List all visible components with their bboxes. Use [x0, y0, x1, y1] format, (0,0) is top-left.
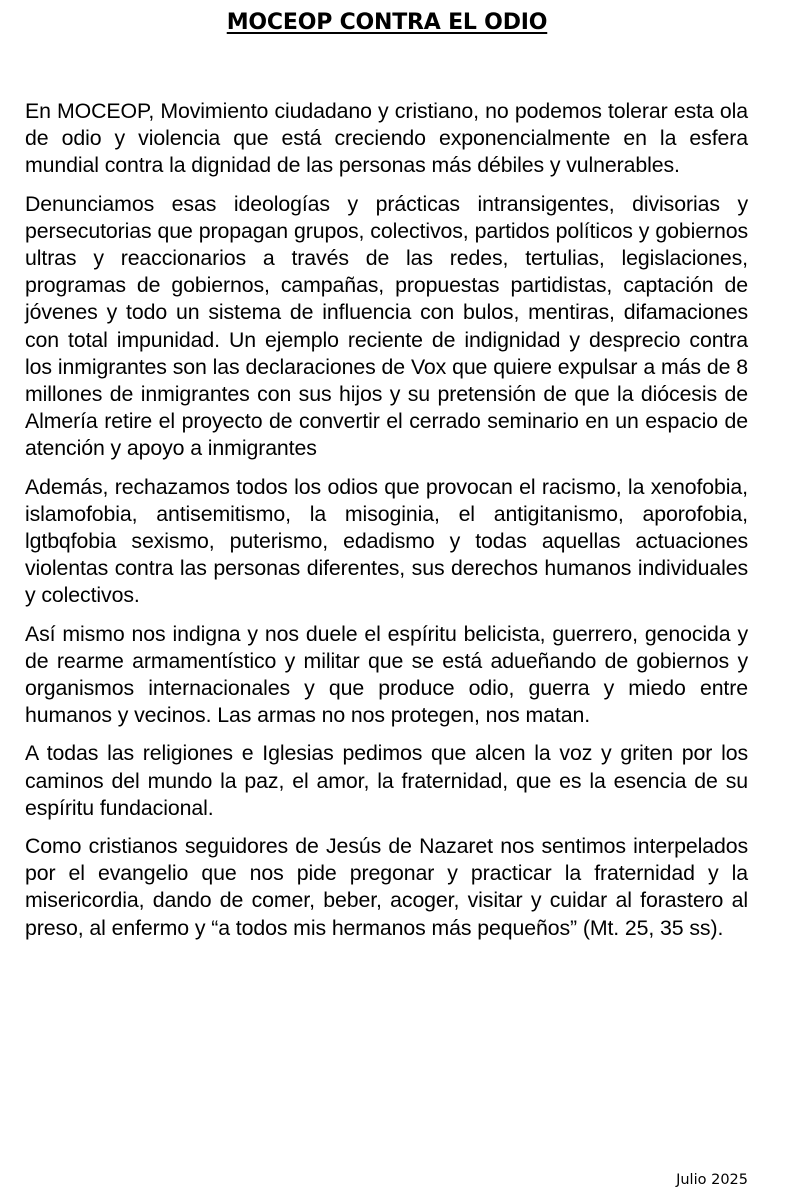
paragraph-intro: En MOCEOP, Movimiento ciudadano y cristiano, no podemos tolerar esta ola de odio y violencia que está creciendo exponencialmente en la esfera mundial contra la dignidad de las personas más débiles y vulnerables.	[25, 99, 748, 178]
document-date: Julio 2025	[676, 1172, 748, 1188]
paragraph-belicismo: Así mismo nos indigna y nos duele el espíritu belicista, guerrero, genocida y de rearme armamentístico y militar que se está adueñando de gobiernos y organismos internacionales y que produce odio, guerra y miedo entre humanos y vecinos. Las armas no nos protegen, nos matan.	[25, 621, 748, 728]
document-body	[25, 98, 748, 953]
paragraph-denuncia: Denunciamos esas ideologías y prácticas intransigentes, divisorias y persecutorias que propagan grupos, colectivos, partidos políticos y gobiernos ultras y reaccionarios a través de las redes, tertulias, legislaciones, programas de gobiernos, campañas, propuestas partidistas, captación de jóvenes y todo un sistema de influencia con bulos, mentiras, difamaciones con total impunidad. Un ejemplo reciente de indignidad y desprecio contra los inmigrantes son las declaraciones de Vox que quiere expulsar a más de 8 millones de inmigrantes con sus hijos y su pretensión de que la diócesis de Almería retire el proyecto de convertir el cerrado seminario en un espacio de atención y apoyo a inmigrantes	[25, 191, 748, 461]
paragraph-rechazo: Además, rechazamos todos los odios que provocan el racismo, la xenofobia, islamofobia, antisemitismo, la misoginia, el antigitanismo, aporofobia, lgtbqfobia sexismo, puterismo, edadismo y todas aquellas actuaciones violentas contra las personas diferentes, sus derechos humanos individuales y colectivos.	[25, 474, 748, 608]
document-title: MOCEOP CONTRA EL ODIO	[226, 10, 548, 35]
paragraph-cristianos: Como cristianos seguidores de Jesús de Nazaret nos sentimos interpelados por el evangelio que nos pide pregonar y practicar la fraternidad y la misericordia, dando de comer, beber, acoger, visitar y cuidar al forastero al preso, al enfermo y “a todos mis hermanos más pequeños” (Mt. 25, 35 ss).	[25, 834, 748, 940]
paragraph-religiones: A todas las religiones e Iglesias pedimos que alcen la voz y griten por los caminos del mundo la paz, el amor, la fraternidad, que es la esencia de su espíritu fundacional.	[25, 741, 748, 820]
